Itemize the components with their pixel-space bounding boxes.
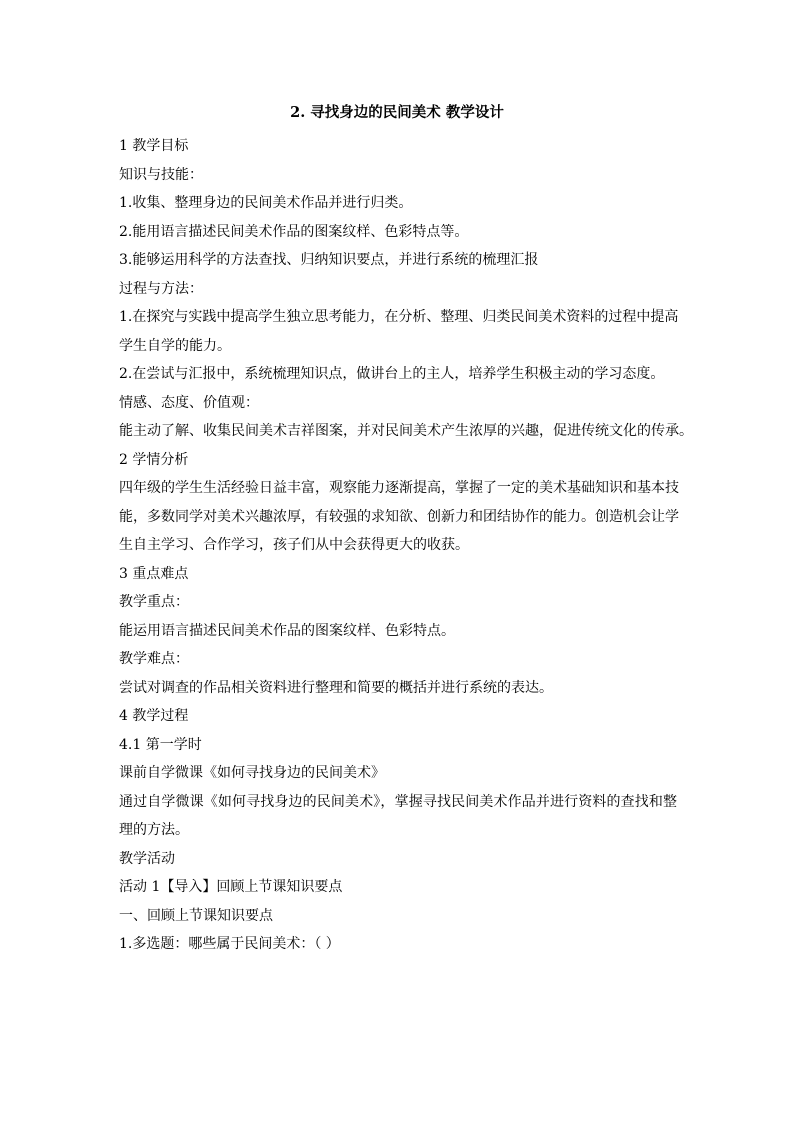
subheading-first-period: 4.1 第一学时 xyxy=(119,736,202,753)
paragraph-line: 通过自学微课《如何寻找身边的民间美术》，掌握寻找民间美术作品并进行资料的查找和整 xyxy=(119,793,677,810)
paragraph-line: 学生自学的能力。 xyxy=(119,337,231,354)
paragraph-line: 2.在尝试与汇报中，系统梳理知识点，做讲台上的主人，培养学生积极主动的学习态度。 xyxy=(119,366,665,382)
section-heading-student-analysis: 2 学情分析 xyxy=(119,451,189,468)
paragraph-line: 尝试对调查的作品相关资料进行整理和简要的概括并进行系统的表达。 xyxy=(119,679,553,696)
paragraph-line: 四年级的学生生活经验日益丰富，观察能力逐渐提高，掌握了一定的美术基础知识和基本技 xyxy=(119,480,679,496)
paragraph-line: 1.收集、整理身边的民间美术作品并进行归类。 xyxy=(119,195,413,211)
activity-heading: 活动 1【导入】回顾上节课知识要点 xyxy=(119,879,343,895)
paragraph-line: 3.能够运用科学的方法查找、归纳知识要点，并进行系统的梳理汇报 xyxy=(119,252,539,268)
question-line: 1.多选题：哪些属于民间美术：（ ） xyxy=(119,936,340,952)
subheading-process-methods: 过程与方法： xyxy=(119,280,203,297)
subheading-teaching-activities: 教学活动 xyxy=(119,850,175,867)
paragraph-line: 能，多数同学对美术兴趣浓厚，有较强的求知欲、创新力和团结协作的能力。创造机会让学 xyxy=(119,508,679,525)
subheading-teaching-focus: 教学重点： xyxy=(119,594,189,610)
paragraph-line: 生自主学习、合作学习，孩子们从中会获得更大的收获。 xyxy=(119,537,469,553)
paragraph-line: 2.能用语言描述民间美术作品的图案纹样、色彩特点等。 xyxy=(119,223,469,240)
paragraph-line: 1.在探究与实践中提高学生独立思考能力，在分析、整理、归类民间美术资料的过程中提高 xyxy=(119,309,679,325)
section-heading-teaching-process: 4 教学过程 xyxy=(119,708,189,724)
section-heading-objectives: 1 教学目标 xyxy=(119,138,189,154)
paragraph-line: 能主动了解、收集民间美术吉祥图案，并对民间美术产生浓厚的兴趣，促进传统文化的传承。 xyxy=(119,423,693,439)
paragraph-line: 理的方法。 xyxy=(119,822,189,838)
subheading-emotion-values: 情感、态度、价值观： xyxy=(119,394,259,411)
document-title: 2. 寻找身边的民间美术 教学设计 xyxy=(290,104,504,121)
section-heading-key-points: 3 重点难点 xyxy=(119,565,189,582)
paragraph-line: 一、回顾上节课知识要点 xyxy=(119,907,273,924)
subheading-teaching-difficulty: 教学难点： xyxy=(119,651,189,667)
paragraph-line: 能运用语言描述民间美术作品的图案纹样、色彩特点。 xyxy=(119,622,455,639)
paragraph-line: 课前自学微课《如何寻找身边的民间美术》 xyxy=(119,765,385,781)
document-body xyxy=(119,132,693,959)
subheading-knowledge-skills: 知识与技能： xyxy=(119,166,203,183)
